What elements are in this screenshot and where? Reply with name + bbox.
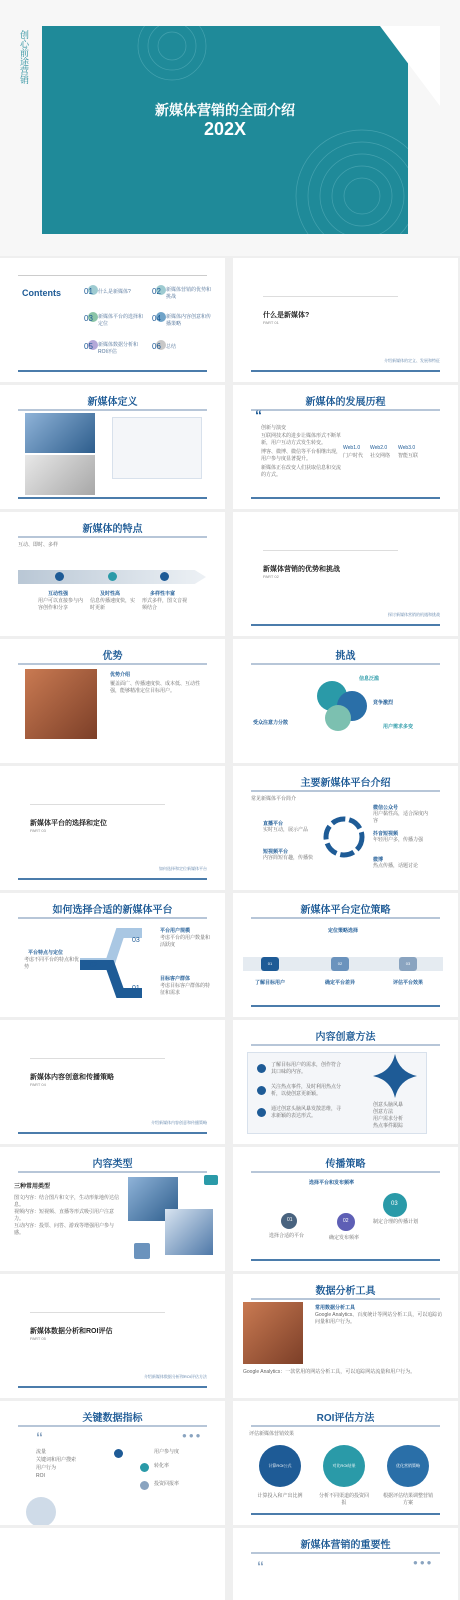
quote-icon: “ xyxy=(257,1558,264,1574)
contents-top-line xyxy=(18,275,207,276)
challenge-label: 用户需求多变 xyxy=(383,724,414,730)
title-underline xyxy=(251,663,440,665)
slide-features[interactable] xyxy=(0,512,225,636)
slide-history[interactable] xyxy=(233,385,458,509)
era-label: Web1.0 xyxy=(343,445,361,451)
platform-title: 短视频平台 xyxy=(263,849,289,855)
choose-item-desc: 考虑目标客户群体的特征和需求 xyxy=(160,983,211,996)
era-label: Web3.0 xyxy=(398,445,416,451)
slide-creative-methods[interactable] xyxy=(233,1020,458,1144)
title-underline xyxy=(251,1171,440,1173)
platform-desc: 用户黏性高，适合深度内容 xyxy=(373,811,429,824)
section-top-line xyxy=(30,1312,165,1313)
timeline-dot xyxy=(160,572,169,581)
section-foot-text: 如何选择和定位新媒体平台 xyxy=(159,866,207,871)
quote-icon: “ xyxy=(255,407,262,423)
creative-item: 通过创意头脑风暴发散思维，寻求新颖的表达形式。 xyxy=(271,1106,342,1119)
platform-ring-icon xyxy=(319,812,369,862)
section-top-line xyxy=(30,804,165,805)
section-foot-text: 探讨新媒体营销的机遇和挑战 xyxy=(388,612,440,617)
creative-item: 关注热点事件，及时利用热点分析，以使创意更新颖。 xyxy=(271,1084,342,1097)
type-paragraph: 互动内容：投票、问答、游戏等增强用户参与感。 xyxy=(14,1223,115,1236)
slide-footer-line xyxy=(18,370,207,372)
slide-title: 新媒体平台定位策略 xyxy=(300,905,391,916)
slide-footer-line xyxy=(18,497,207,499)
era-sublabel: 门户时代 xyxy=(343,453,364,459)
metric-right: 转化率 xyxy=(154,1463,170,1469)
step-title: 评估平台效果 xyxy=(393,980,424,986)
era-sublabel: 智能互联 xyxy=(398,453,419,459)
slide-footer-line xyxy=(18,1132,207,1134)
section-top-line xyxy=(263,296,398,297)
creative-right-item: 创意头脑风暴 xyxy=(373,1102,404,1108)
section-foot-text: 介绍新媒体的定义、发展和特征 xyxy=(384,358,440,363)
slide-title: 新媒体营销的重要性 xyxy=(300,1540,391,1551)
positioning-lead: 定位策略选择 xyxy=(328,928,359,934)
creative-right-item: 创意方法 xyxy=(373,1109,394,1115)
tools-bottom-text: Google Analytics：一款常用的网站分析工具，可以追踪网站流量和用户行为。 xyxy=(243,1369,416,1375)
metric-dot xyxy=(114,1449,123,1458)
section-title: 新媒体数据分析和ROI评估 xyxy=(30,1328,113,1335)
slide-title: 内容类型 xyxy=(92,1159,133,1170)
decor-dots: ●●● xyxy=(413,1558,434,1567)
toc-item[interactable]: 新媒体数据分析和ROI评估 xyxy=(98,342,139,355)
creative-bullet xyxy=(257,1064,266,1073)
history-text-2: 博客、微博、微信等平台相继出现，用户参与度显著提升。 xyxy=(261,449,342,462)
roi-circle-label: 对比ROI结果 xyxy=(332,1463,356,1468)
slide-content-types[interactable] xyxy=(0,1147,225,1271)
roi-circle-label: 优化营销策略 xyxy=(396,1463,420,1468)
slide-title: 主要新媒体平台介绍 xyxy=(300,778,391,789)
spread-node-label: 制定合理的传播计划 xyxy=(373,1219,419,1225)
step-number: 03 xyxy=(399,957,417,971)
platform-title: 抖音短视频 xyxy=(373,831,399,837)
feature-title: 互动性强 xyxy=(48,591,69,597)
roi-lead: 评估新媒体营销效果 xyxy=(249,1431,295,1437)
slide-footer-line xyxy=(251,624,440,626)
title-underline xyxy=(18,409,207,411)
section-part: PART 03 xyxy=(30,828,46,833)
slide-roi[interactable] xyxy=(233,1401,458,1525)
slide-title: 内容创意方法 xyxy=(315,1032,376,1043)
creative-right-item: 热点事件跟踪 xyxy=(373,1123,404,1129)
section-top-line xyxy=(30,1058,165,1059)
spread-node-label: 选择合适的平台 xyxy=(269,1233,305,1239)
platform-desc: 年轻用户多，传播力强 xyxy=(373,837,424,843)
cover-year: 202X xyxy=(203,119,247,139)
type-paragraph: 图文内容：结合图片和文字，生动形象地传达信息。 xyxy=(14,1195,120,1208)
roi-circle-label: 计算ROI公式 xyxy=(268,1463,292,1468)
toc-number: 03 xyxy=(84,314,93,323)
slide-analytics-tools[interactable] xyxy=(233,1274,458,1398)
slide-title: 关键数据指标 xyxy=(82,1413,143,1424)
slide-title: 传播策略 xyxy=(325,1159,366,1170)
metric-item: ROI xyxy=(36,1473,45,1479)
slide-title: 优势 xyxy=(102,651,123,662)
slide-choose-platform[interactable] xyxy=(0,893,225,1017)
creative-bullet xyxy=(257,1086,266,1095)
title-underline xyxy=(251,1425,440,1427)
section-title: 什么是新媒体? xyxy=(263,312,310,319)
step-title: 确定平台差异 xyxy=(325,980,356,986)
writing-photo xyxy=(25,455,95,495)
spread-lead: 选择平台和发布频率 xyxy=(309,1180,355,1186)
slide-spread-strategy[interactable] xyxy=(233,1147,458,1271)
slide-part-04[interactable] xyxy=(0,1020,225,1144)
slide-footer-line xyxy=(251,1005,440,1007)
toc-number: 06 xyxy=(152,342,161,351)
title-underline xyxy=(18,536,207,538)
title-underline xyxy=(251,1552,440,1554)
platforms-lead: 常见新媒体平台简介 xyxy=(251,796,297,802)
cover-slide[interactable] xyxy=(0,0,460,256)
section-part: PART 05 xyxy=(30,1336,46,1341)
platform-title: 微博 xyxy=(373,857,384,863)
advantage-heading: 优势介绍 xyxy=(110,672,131,678)
title-underline xyxy=(251,917,440,919)
step-title: 了解目标用户 xyxy=(255,980,286,986)
types-lead: 三种常用类型 xyxy=(14,1184,51,1190)
slide-title: 挑战 xyxy=(335,651,356,662)
feature-title: 及时性高 xyxy=(100,591,121,597)
slide-part-02[interactable] xyxy=(233,512,458,636)
feature-desc: 信息传播速度快，实时更新 xyxy=(90,598,136,611)
slide-footer-line xyxy=(18,878,207,880)
toc-item[interactable]: 什么是新媒体? xyxy=(98,289,131,295)
step-number: 02 xyxy=(331,957,349,971)
slide-footer-line xyxy=(251,497,440,499)
choose-left-title: 平台特点与定位 xyxy=(28,950,64,956)
toc-item[interactable]: 新媒体平台的选择和定位 xyxy=(98,314,144,327)
challenge-label: 竞争激烈 xyxy=(373,700,394,706)
decor-circle xyxy=(26,1497,56,1525)
tower-photo xyxy=(165,1209,213,1255)
definition-textbox xyxy=(112,417,202,479)
challenge-label: 受众注意力分散 xyxy=(253,720,289,726)
slide-title: 新媒体的发展历程 xyxy=(305,397,386,408)
platform-title: 直播平台 xyxy=(263,821,284,827)
slide-contents[interactable] xyxy=(0,258,225,382)
challenge-segment xyxy=(325,705,351,731)
title-underline xyxy=(251,1298,440,1300)
slide-title: 新媒体定义 xyxy=(87,397,138,408)
choose-item-title: 平台用户规模 xyxy=(160,928,191,934)
sparkle-star-icon xyxy=(373,1054,417,1098)
slide-footer-line xyxy=(251,1513,440,1515)
toc-number: 01 xyxy=(84,287,93,296)
toc-item[interactable]: 总结 xyxy=(166,344,177,350)
era-label: Web2.0 xyxy=(370,445,388,451)
slide-importance[interactable] xyxy=(233,1528,458,1600)
platform-desc: 内容简短有趣，传播快 xyxy=(263,855,314,861)
slide-title: 如何选择合适的新媒体平台 xyxy=(52,905,173,916)
roi-desc: 分析不同渠道的投资回报 xyxy=(318,1493,369,1506)
creative-item: 了解目标用户的需求，创作符合其口味的内容。 xyxy=(271,1062,342,1075)
timeline-dot xyxy=(55,572,64,581)
section-title: 新媒体营销的优势和挑战 xyxy=(263,566,340,573)
slide-part-03[interactable] xyxy=(0,766,225,890)
timeline-dot xyxy=(108,572,117,581)
metric-dot xyxy=(140,1463,149,1472)
toc-item[interactable]: 新媒体营销的优势和挑战 xyxy=(166,287,212,300)
slide-positioning[interactable] xyxy=(233,893,458,1017)
spread-node-number: 03 xyxy=(391,1201,398,1207)
spread-node-label: 确定发布频率 xyxy=(329,1235,360,1241)
cover-vertical-text: 创心前途营销 xyxy=(19,30,29,84)
feature-desc: 形式多样，图文音视频结合 xyxy=(142,598,188,611)
cover-title: 新媒体营销的全面介绍 xyxy=(155,102,295,118)
slide-challenges[interactable] xyxy=(233,639,458,763)
slide-partial-left[interactable] xyxy=(0,1528,225,1600)
metric-dot xyxy=(140,1481,149,1490)
section-title: 新媒体内容创意和传播策略 xyxy=(30,1074,114,1081)
roi-desc: 根据评估结果调整营销方案 xyxy=(382,1493,433,1506)
tools-text: Google Analytics、百度统计等网站分析工具，可以追踪访问量和用户行为。 xyxy=(315,1312,443,1325)
slide-footer-line xyxy=(18,1386,207,1388)
title-underline xyxy=(251,1044,440,1046)
roi-desc: 计算投入和产出比例 xyxy=(257,1493,303,1499)
metric-item: 流量 xyxy=(36,1449,47,1455)
metric-right: 用户参与度 xyxy=(154,1449,180,1455)
choose-num: 02 xyxy=(90,962,98,969)
section-top-line xyxy=(263,550,398,551)
tools-heading: 常用数据分析工具 xyxy=(315,1305,356,1311)
toc-number: 02 xyxy=(152,287,161,296)
title-underline xyxy=(18,1425,207,1427)
history-text-3: 新媒体正在改变人们获取信息和交流的方式。 xyxy=(261,465,342,478)
slide-definition[interactable] xyxy=(0,385,225,509)
challenge-label: 信息泛滥 xyxy=(359,676,380,682)
step-number: 01 xyxy=(261,957,279,971)
choose-num: 01 xyxy=(132,985,140,992)
feature-title: 多样性丰富 xyxy=(150,591,176,597)
spread-node-number: 01 xyxy=(287,1217,293,1223)
section-part: PART 04 xyxy=(30,1082,46,1087)
slide-footer-line xyxy=(251,370,440,372)
slide-bg xyxy=(0,1528,225,1600)
contents-label: Contents xyxy=(22,288,61,298)
section-foot-text: 介绍新媒体内容创意和传播策略 xyxy=(151,1120,207,1125)
slide-advantages[interactable] xyxy=(0,639,225,763)
section-title: 新媒体平台的选择和定位 xyxy=(30,820,107,827)
slide-title: 新媒体的特点 xyxy=(82,524,143,535)
spread-node-number: 02 xyxy=(343,1218,349,1224)
metric-item: 关键词和用户搜索 xyxy=(36,1457,77,1463)
slide-part-05[interactable] xyxy=(0,1274,225,1398)
slide-part-01[interactable] xyxy=(233,258,458,382)
building-photo xyxy=(25,669,97,739)
choose-item-desc: 考虑平台的用户数量和活跃度 xyxy=(160,935,211,948)
slide-title: 数据分析工具 xyxy=(315,1286,376,1297)
section-part: PART 01 xyxy=(263,320,279,325)
toc-number: 04 xyxy=(152,314,161,323)
type-paragraph: 视频内容：短视频、直播等形式吸引用户注意力。 xyxy=(14,1209,115,1222)
history-text-1: 互联网技术的进步让媒体形式不断革新，用户互动方式发生转变。 xyxy=(261,433,342,446)
era-sublabel: 社交网络 xyxy=(370,453,391,459)
advantage-text: 覆盖面广、传播速度快、成本低、互动性强，能够精准定位目标用户。 xyxy=(110,681,201,694)
toc-number: 05 xyxy=(84,342,93,351)
title-underline xyxy=(251,409,440,411)
slide-footer-line xyxy=(251,1259,440,1261)
title-underline xyxy=(18,1171,207,1173)
title-underline xyxy=(18,663,207,665)
history-quote: 创新与演变 xyxy=(261,425,287,431)
choose-num: 03 xyxy=(132,937,140,944)
choose-left-desc: 考虑不同平台的特点和优势 xyxy=(24,957,80,970)
slide-platforms[interactable] xyxy=(233,766,458,890)
slide-title: ROI评估方法 xyxy=(316,1413,375,1424)
features-lead: 互动、即时、多样 xyxy=(18,542,59,548)
quote-icon: “ xyxy=(36,1429,43,1445)
metric-item: 用户行为 xyxy=(36,1465,57,1471)
title-underline xyxy=(251,790,440,792)
section-foot-text: 介绍新媒体数据分析和ROI评估方法 xyxy=(143,1374,207,1379)
decor-dots: ●●● xyxy=(182,1431,203,1440)
section-part: PART 02 xyxy=(263,574,279,579)
platform-title: 微信公众号 xyxy=(373,805,399,811)
accent-block xyxy=(134,1243,150,1259)
metric-right: 投资回报率 xyxy=(154,1481,180,1487)
creative-bullet xyxy=(257,1108,266,1117)
building-photo xyxy=(243,1302,303,1364)
toc-item[interactable]: 新媒体内容创意和传播策略 xyxy=(166,314,212,327)
platform-desc: 实时互动，展示产品 xyxy=(263,827,309,833)
city-photo xyxy=(25,413,95,453)
platform-desc: 热点传播，话题讨论 xyxy=(373,863,419,869)
choose-item-title: 目标客户群体 xyxy=(160,976,191,982)
accent-block xyxy=(204,1175,218,1185)
creative-right-item: 用户需求分析 xyxy=(373,1116,404,1122)
slide-key-metrics[interactable] xyxy=(0,1401,225,1525)
feature-desc: 用户可以直接参与内容创作和分享 xyxy=(38,598,84,611)
title-underline xyxy=(18,917,207,919)
